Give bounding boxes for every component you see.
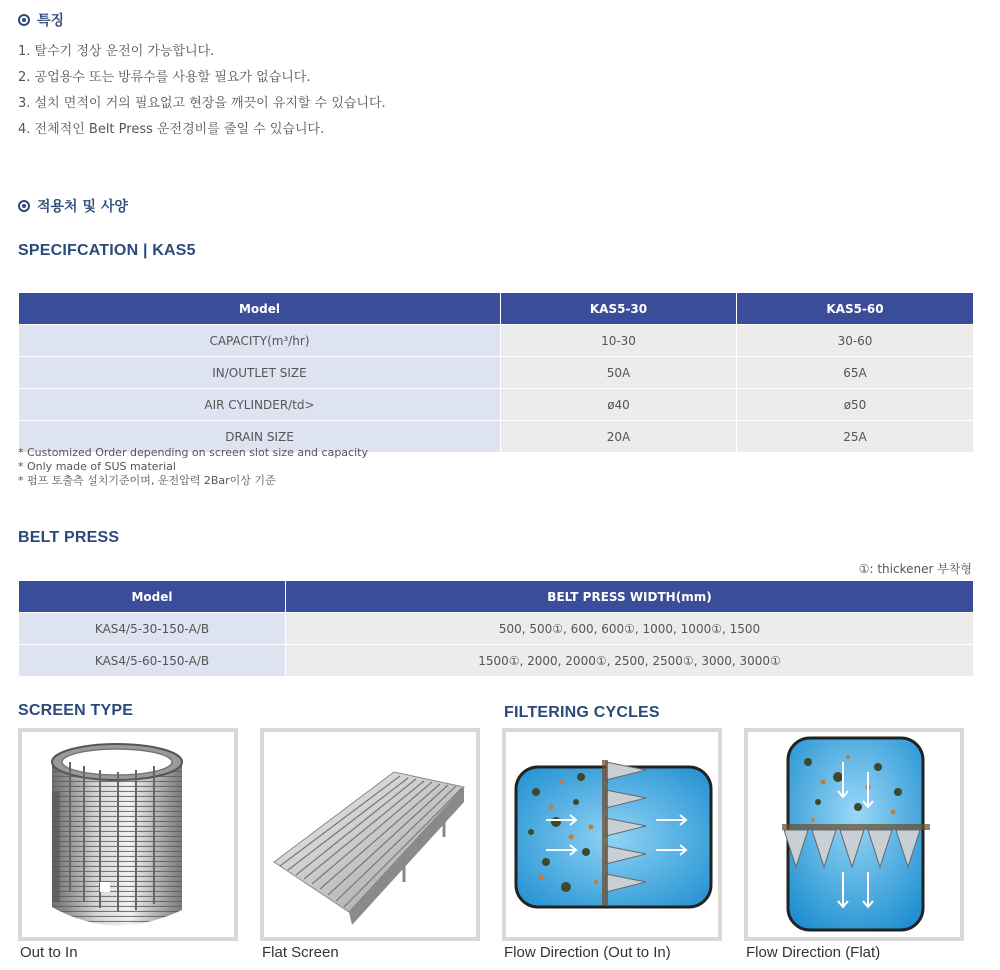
table-row xyxy=(19,389,974,421)
table-cell: 50A xyxy=(501,357,737,389)
row-label: IN/OUTLET SIZE xyxy=(19,357,501,389)
note-line: * Customized Order depending on screen slot size and capacity xyxy=(18,446,368,459)
spec-header-row xyxy=(19,293,974,325)
table-cell: ø40 xyxy=(501,389,737,421)
flat-screen-image xyxy=(260,728,480,941)
table-row xyxy=(19,357,974,389)
row-label: AIR CYLINDER/td> xyxy=(19,389,501,421)
features-heading-text: 특징 xyxy=(37,13,65,29)
flow-flat-image xyxy=(744,728,964,941)
note-line: * Only made of SUS material xyxy=(18,460,176,473)
table-cell: 65A xyxy=(737,357,974,389)
table-cell: 10-30 xyxy=(501,325,737,357)
row-label: KAS4/5-60-150-A/B xyxy=(19,645,286,677)
feature-item: 1. 탈수기 정상 운전이 가능합니다. xyxy=(18,44,215,59)
spec-title: SPECIFCATION | KAS5 xyxy=(18,242,196,259)
bullseye-icon xyxy=(18,14,30,26)
features-heading xyxy=(18,10,64,30)
caption-flow-flat: Flow Direction (Flat) xyxy=(746,944,881,961)
caption-flat-screen: Flat Screen xyxy=(262,944,339,961)
table-cell: 20A xyxy=(501,421,737,453)
feature-item: 3. 설치 면적이 거의 필요없고 현장을 깨끗이 유지할 수 있습니다. xyxy=(18,96,386,111)
bullseye-icon xyxy=(18,200,30,212)
filtering-cycles-title: FILTERING CYCLES xyxy=(504,704,660,721)
application-heading-text: 적용처 및 사양 xyxy=(37,199,128,215)
belt-header-width: BELT PRESS WIDTH(mm) xyxy=(286,581,974,613)
table-cell: ø50 xyxy=(737,389,974,421)
belt-header-model: Model xyxy=(19,581,286,613)
screen-type-title: SCREEN TYPE xyxy=(18,702,134,719)
feature-item: 4. 전체적인 Belt Press 운전경비를 줄일 수 있습니다. xyxy=(18,122,325,137)
row-label: CAPACITY(m³/hr) xyxy=(19,325,501,357)
table-cell: 25A xyxy=(737,421,974,453)
row-label: DRAIN SIZE xyxy=(19,421,501,453)
table-row xyxy=(19,613,974,645)
spec-header-kas5-30: KAS5-30 xyxy=(501,293,737,325)
table-cell: 1500①, 2000, 2000①, 2500, 2500①, 3000, 3000① xyxy=(286,645,974,677)
belt-header-row xyxy=(19,581,974,613)
table-cell: 500, 500①, 600, 600①, 1000, 1000①, 1500 xyxy=(286,613,974,645)
caption-out-to-in: Out to In xyxy=(20,944,78,961)
note-line: * 펌프 토출측 설치기준이며, 운전압력 2Bar이상 기준 xyxy=(18,474,276,487)
application-heading xyxy=(18,196,128,216)
spec-table xyxy=(18,292,974,453)
table-row xyxy=(19,645,974,677)
table-cell: 30-60 xyxy=(737,325,974,357)
feature-item: 2. 공업용수 또는 방류수를 사용할 필요가 없습니다. xyxy=(18,70,311,85)
spec-header-kas5-60: KAS5-60 xyxy=(737,293,974,325)
caption-flow-out-to-in: Flow Direction (Out to In) xyxy=(504,944,671,961)
features-list xyxy=(18,44,386,148)
belt-press-title: BELT PRESS xyxy=(18,529,120,546)
table-row xyxy=(19,325,974,357)
thickener-legend: ①: thickener 부착형 xyxy=(858,562,972,576)
row-label: KAS4/5-30-150-A/B xyxy=(19,613,286,645)
spec-header-model: Model xyxy=(19,293,501,325)
cylinder-screen-image xyxy=(18,728,238,941)
belt-press-table xyxy=(18,580,974,677)
flow-out-to-in-image xyxy=(502,728,722,941)
spec-notes xyxy=(18,446,368,488)
